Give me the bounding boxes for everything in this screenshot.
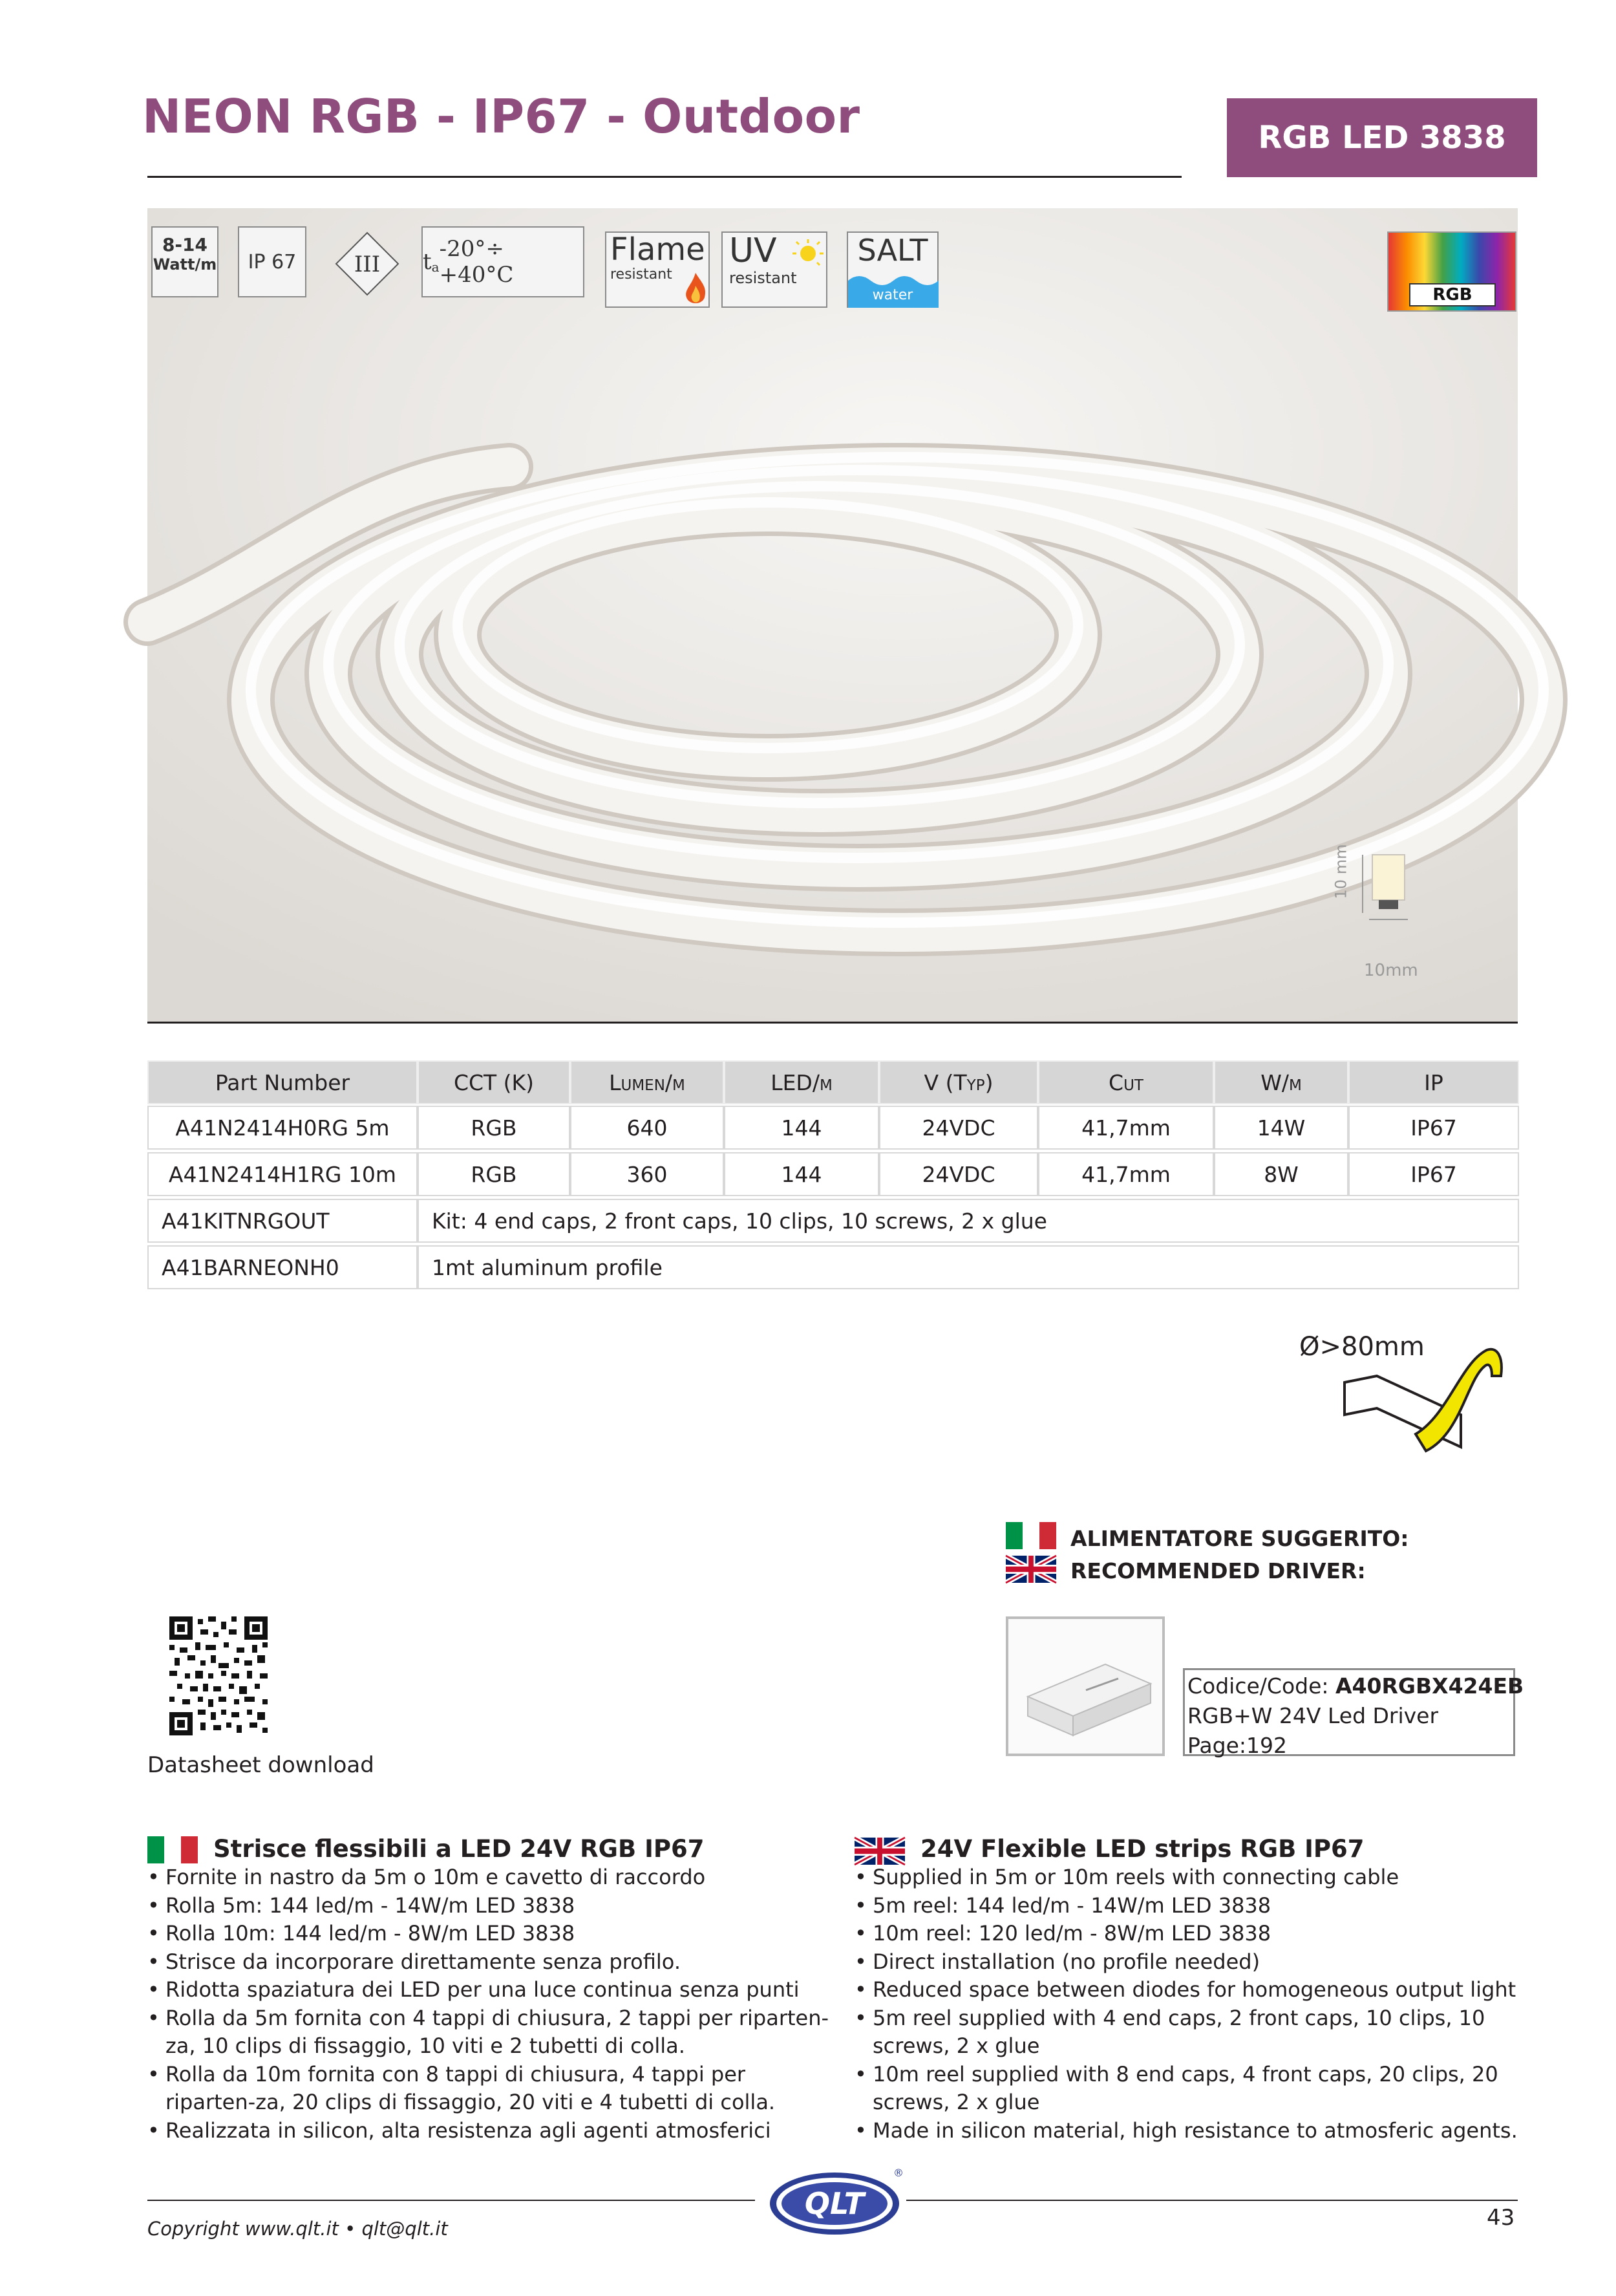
- list-item: • 10m reel supplied with 8 end caps, 4 front caps, 20 clips, 20 screws, 2 x glue: [855, 2061, 1520, 2117]
- list-item: • Realizzata in silicon, alta resistenza agli agenti atmosferici: [147, 2117, 833, 2145]
- cell-led: 144: [724, 1152, 879, 1196]
- table-header-row: [147, 1060, 1519, 1104]
- cell-ip: IP67: [1348, 1152, 1519, 1196]
- driver-illustration: [1008, 1619, 1162, 1754]
- driver-page: Page:192: [1187, 1733, 1287, 1758]
- cell-part: A41N2414H0RG 5m: [147, 1106, 418, 1150]
- footer-divider-right: [906, 2200, 1518, 2201]
- copyright-text: Copyright www.qlt.it • qlt@qlt.it: [147, 2218, 448, 2240]
- cell-lumen: 360: [570, 1152, 724, 1196]
- bend-radius-icon: [1332, 1337, 1506, 1460]
- cell-cct: RGB: [418, 1106, 570, 1150]
- fire-icon: [683, 272, 708, 306]
- page-title: NEON RGB - IP67 - Outdoor: [142, 89, 860, 144]
- english-section-title: 24V Flexible LED strips RGB IP67: [920, 1835, 1365, 1863]
- cell-lumen: 640: [570, 1106, 724, 1150]
- header-led: LED/m: [724, 1060, 879, 1104]
- table-row: [147, 1106, 1519, 1150]
- rgb-icon: RGB: [1387, 231, 1516, 312]
- driver-info-box: Codice/Code: A40RGBX424EB RGB+W 24V Led Driver Page:192: [1183, 1668, 1515, 1756]
- list-item: • 5m reel: 144 led/m - 14W/m LED 3838: [855, 1892, 1520, 1920]
- cell-cut: 41,7mm: [1038, 1152, 1214, 1196]
- product-photo: [147, 208, 1518, 1023]
- italy-flag-icon: [1006, 1522, 1056, 1549]
- dimension-width: 10mm: [1364, 961, 1418, 980]
- list-item: • Reduced space between diodes for homogeneous output light: [855, 1976, 1520, 2004]
- list-item: • Rolla da 10m fornita con 8 tappi di chiusura, 4 tappi per riparten-za, 20 clips di fissaggio, 20 viti e 4 tubetti di colla.: [147, 2061, 833, 2117]
- cell-part: A41BARNEONH0: [147, 1245, 418, 1289]
- page-number: 43: [1487, 2205, 1515, 2231]
- svg-text:III: III: [354, 252, 381, 277]
- cell-watt: 8W: [1214, 1152, 1348, 1196]
- driver-description: RGB+W 24V Led Driver: [1187, 1703, 1439, 1728]
- title-divider: [147, 176, 1182, 178]
- sun-icon: [786, 237, 825, 275]
- temperature-icon: t a -20°÷ +40°C: [421, 226, 584, 297]
- dimension-height: 10 mm: [1332, 844, 1350, 899]
- english-feature-list: [855, 1863, 1520, 2145]
- list-item: • Strisce da incorporare direttamente senza profilo.: [147, 1948, 833, 1977]
- header-watt: W/m: [1214, 1060, 1348, 1104]
- neon-coil-illustration: [147, 208, 1518, 1023]
- uk-flag-icon: [1006, 1556, 1056, 1583]
- driver-label-it: ALIMENTATORE SUGGERITO:: [1070, 1526, 1409, 1551]
- wattage-icon: 8-14 Watt/m: [151, 226, 218, 297]
- italian-feature-list: [147, 1863, 833, 2145]
- accessory-row: [147, 1199, 1519, 1243]
- svg-text:QLT: QLT: [804, 2186, 865, 2221]
- list-item: • Rolla da 5m fornita con 4 tappi di chiusura, 2 tappi per riparten-za, 10 clips di fissaggio, 10 viti e 2 tubetti di colla.: [147, 2004, 833, 2061]
- cell-voltage: 24VDC: [879, 1152, 1038, 1196]
- photo-divider: [147, 1022, 1518, 1024]
- driver-label-en: RECOMMENDED DRIVER:: [1070, 1558, 1366, 1583]
- uk-flag-icon: [855, 1838, 905, 1865]
- list-item: • Rolla 5m: 144 led/m - 14W/m LED 3838: [147, 1892, 833, 1920]
- cell-cct: RGB: [418, 1152, 570, 1196]
- qr-label: Datasheet download: [147, 1752, 374, 1778]
- bend-radius-label: Ø>80mm: [1299, 1332, 1425, 1362]
- list-item: • Supplied in 5m or 10m reels with connecting cable: [855, 1863, 1520, 1892]
- cell-ip: IP67: [1348, 1106, 1519, 1150]
- driver-code[interactable]: A40RGBX424EB: [1335, 1673, 1524, 1699]
- footer-divider-left: [147, 2200, 755, 2201]
- table-row: [147, 1152, 1519, 1196]
- driver-image: [1006, 1616, 1165, 1756]
- cell-voltage: 24VDC: [879, 1106, 1038, 1150]
- cell-led: 144: [724, 1106, 879, 1150]
- list-item: • Fornite in nastro da 5m o 10m e cavetto di raccordo: [147, 1863, 833, 1892]
- list-item: • Direct installation (no profile needed): [855, 1948, 1520, 1977]
- header-part-number: Part Number: [147, 1060, 418, 1104]
- list-item: • 10m reel: 120 led/m - 8W/m LED 3838: [855, 1920, 1520, 1948]
- list-item: • Made in silicon material, high resistance to atmosferic agents.: [855, 2117, 1520, 2145]
- list-item: • Rolla 10m: 144 led/m - 8W/m LED 3838: [147, 1920, 833, 1948]
- ip67-icon: IP 67: [238, 226, 306, 297]
- header-lumen: Lumen/m: [570, 1060, 724, 1104]
- uv-resistant-icon: UV resistant: [721, 231, 827, 308]
- qr-code-icon[interactable]: [169, 1616, 268, 1735]
- flame-resistant-icon: Flame resistant: [605, 231, 710, 308]
- product-badge: RGB LED 3838: [1227, 98, 1537, 177]
- cell-description: Kit: 4 end caps, 2 front caps, 10 clips, 10 screws, 2 x glue: [418, 1199, 1519, 1243]
- header-ip: IP: [1348, 1060, 1519, 1104]
- italy-flag-icon: [147, 1836, 198, 1863]
- header-voltage: V (Typ): [879, 1060, 1038, 1104]
- header-cct: CCT (K): [418, 1060, 570, 1104]
- list-item: • Ridotta spaziatura dei LED per una luce continua senza punti: [147, 1976, 833, 2004]
- accessory-row: [147, 1245, 1519, 1289]
- list-item: • 5m reel supplied with 4 end caps, 2 front caps, 10 clips, 10 screws, 2 x glue: [855, 2004, 1520, 2061]
- class-iii-icon: [335, 231, 399, 296]
- cell-description: 1mt aluminum profile: [418, 1245, 1519, 1289]
- cell-part: A41KITNRGOUT: [147, 1199, 418, 1243]
- qlt-logo-icon[interactable]: [767, 2166, 902, 2237]
- salt-water-icon: SALT water: [847, 231, 939, 308]
- italian-section-title: Strisce flessibili a LED 24V RGB IP67: [213, 1835, 705, 1863]
- cell-part: A41N2414H1RG 10m: [147, 1152, 418, 1196]
- cell-cut: 41,7mm: [1038, 1106, 1214, 1150]
- header-cut: Cut: [1038, 1060, 1214, 1104]
- cell-watt: 14W: [1214, 1106, 1348, 1150]
- svg-text:®: ®: [893, 2167, 904, 2179]
